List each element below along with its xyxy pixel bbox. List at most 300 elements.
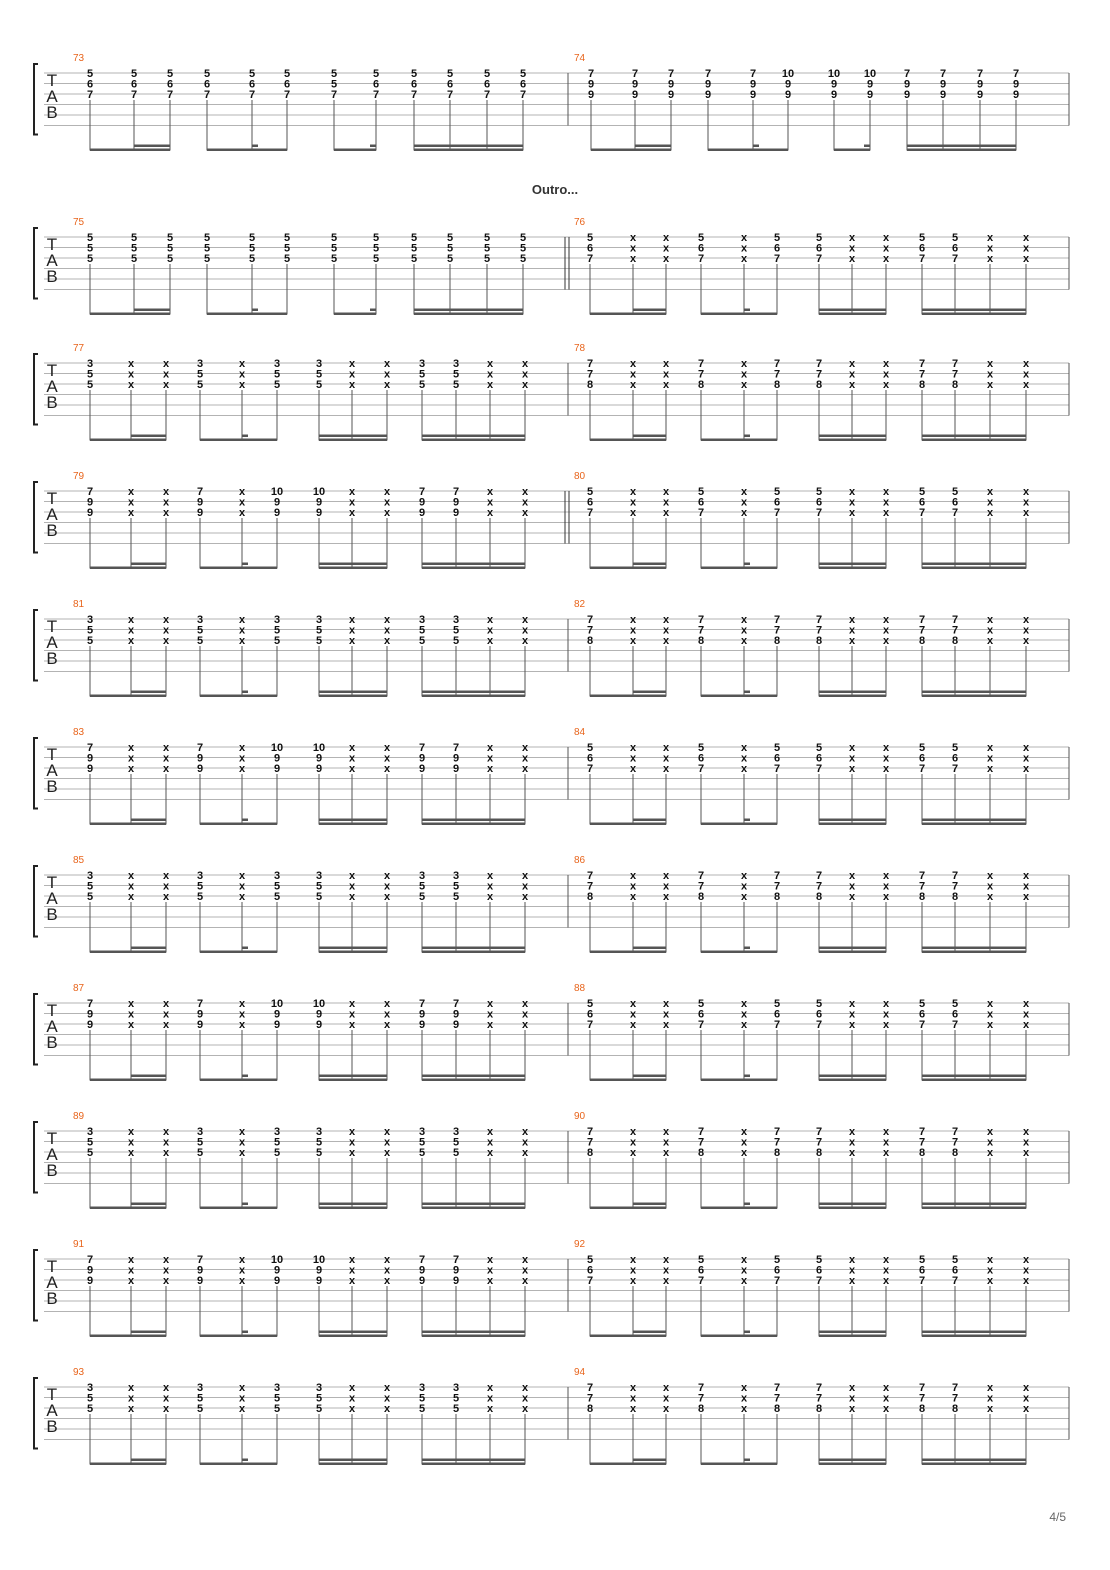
beam — [922, 563, 1026, 566]
fret-number: 10 — [312, 742, 326, 754]
fret-number: 7 — [773, 1275, 781, 1287]
fret-number: 5 — [452, 635, 460, 647]
beam — [319, 1463, 387, 1466]
fret-number: 7 — [697, 507, 705, 519]
fret-number: 5 — [410, 253, 418, 265]
fret-number: 7 — [697, 1126, 705, 1138]
dead-note: x — [238, 507, 246, 519]
dead-note: x — [127, 1126, 135, 1138]
beam — [590, 439, 666, 442]
beam — [90, 951, 166, 954]
measure-number: 93 — [73, 1367, 85, 1378]
fret-number: 5 — [130, 242, 138, 255]
beam — [819, 309, 886, 312]
fret-number: 6 — [918, 242, 926, 255]
dead-note: x — [740, 1403, 748, 1415]
dead-note: x — [238, 1147, 246, 1159]
beam — [922, 1331, 1026, 1334]
fret-number: 9 — [452, 752, 460, 765]
dead-note: x — [986, 1382, 994, 1394]
fret-number: 5 — [203, 242, 211, 255]
fret-number: 5 — [86, 379, 94, 391]
fret-number: 5 — [273, 880, 281, 893]
dead-note: x — [1022, 1019, 1030, 1031]
dead-note: x — [848, 891, 856, 903]
beam-stub — [252, 145, 258, 148]
fret-number: 7 — [773, 624, 781, 637]
fret-number: 5 — [273, 1136, 281, 1149]
beam-stub — [744, 435, 750, 438]
tab-clef-letter: T — [46, 617, 58, 636]
dead-note: x — [882, 1147, 890, 1159]
dead-note: x — [629, 998, 637, 1010]
fret-number: 9 — [587, 78, 595, 91]
dead-note: x — [662, 763, 670, 775]
fret-number: 8 — [697, 379, 705, 391]
beam — [319, 823, 387, 826]
fret-number: 9 — [749, 78, 757, 91]
dead-note: x — [521, 1264, 529, 1277]
fret-number: 5 — [283, 232, 291, 244]
dead-note: x — [848, 1254, 856, 1266]
fret-number: 7 — [815, 253, 823, 265]
dead-note: x — [348, 507, 356, 519]
dead-note: x — [848, 742, 856, 754]
dead-note: x — [740, 379, 748, 391]
dead-note: x — [486, 880, 494, 893]
fret-number: 7 — [815, 368, 823, 381]
dead-note: x — [986, 763, 994, 775]
dead-note: x — [127, 1392, 135, 1405]
dead-note: x — [127, 870, 135, 882]
beam — [590, 823, 666, 826]
fret-number: 3 — [418, 1126, 426, 1138]
fret-number: 7 — [773, 1382, 781, 1394]
dead-note: x — [127, 763, 135, 775]
dead-note: x — [348, 1008, 356, 1021]
beam — [422, 1203, 525, 1206]
fret-number: 7 — [918, 1392, 926, 1405]
beam — [819, 819, 886, 822]
fret-number: 5 — [951, 998, 959, 1010]
fret-number: 7 — [815, 880, 823, 893]
dead-note: x — [848, 1382, 856, 1394]
dead-note: x — [848, 1264, 856, 1277]
beam — [701, 439, 777, 442]
fret-number: 9 — [86, 752, 94, 765]
dead-note: x — [127, 891, 135, 903]
beam — [422, 1459, 525, 1462]
dead-note: x — [127, 1264, 135, 1277]
fret-number: 9 — [903, 78, 911, 91]
fret-number: 7 — [976, 68, 984, 80]
tab-clef-letter: T — [46, 1257, 58, 1276]
beam — [701, 1079, 777, 1082]
tab-clef-letter: B — [46, 777, 58, 796]
fret-number: 8 — [773, 635, 781, 647]
tab-clef-letter: B — [46, 1417, 58, 1436]
fret-number: 7 — [697, 1136, 705, 1149]
fret-number: 9 — [866, 89, 874, 101]
beam — [819, 951, 886, 954]
fret-number: 6 — [815, 752, 823, 765]
dead-note: x — [1022, 742, 1030, 754]
beam — [922, 951, 1026, 954]
fret-number: 5 — [315, 635, 323, 647]
dead-note: x — [848, 1008, 856, 1021]
dead-note: x — [162, 1275, 170, 1287]
dead-note: x — [629, 763, 637, 775]
fret-number: 9 — [315, 752, 323, 765]
dead-note: x — [848, 1403, 856, 1415]
fret-number: 7 — [773, 763, 781, 775]
dead-note: x — [383, 891, 391, 903]
dead-note: x — [162, 880, 170, 893]
fret-number: 9 — [196, 1275, 204, 1287]
measure-number: 79 — [73, 471, 85, 482]
beam — [90, 313, 170, 316]
dead-note: x — [986, 752, 994, 765]
fret-number: 8 — [586, 379, 594, 391]
beam — [422, 563, 525, 566]
dead-note: x — [238, 1019, 246, 1031]
fret-number: 7 — [773, 870, 781, 882]
beam — [200, 567, 277, 570]
dead-note: x — [521, 870, 529, 882]
fret-number: 8 — [951, 1147, 959, 1159]
beam — [90, 695, 166, 698]
fret-number: 5 — [586, 742, 594, 754]
fret-number: 5 — [330, 253, 338, 265]
fret-number: 3 — [315, 870, 323, 882]
dead-note: x — [629, 1136, 637, 1149]
beam — [922, 1463, 1026, 1466]
beam — [414, 313, 523, 316]
dead-note: x — [127, 752, 135, 765]
dead-note: x — [348, 635, 356, 647]
dead-note: x — [848, 624, 856, 637]
system-bracket — [34, 1122, 38, 1193]
tab-clef-letter: B — [46, 267, 58, 286]
fret-number: 6 — [815, 496, 823, 509]
fret-number: 5 — [418, 635, 426, 647]
fret-number: 6 — [248, 78, 256, 91]
fret-number: 9 — [418, 507, 426, 519]
dead-note: x — [986, 368, 994, 381]
beam — [200, 695, 277, 698]
dead-note: x — [238, 1403, 246, 1415]
dead-note: x — [162, 379, 170, 391]
fret-number: 8 — [918, 1403, 926, 1415]
dead-note: x — [348, 1254, 356, 1266]
dead-note: x — [848, 507, 856, 519]
fret-number: 7 — [918, 763, 926, 775]
dead-note: x — [662, 614, 670, 626]
fret-number: 5 — [586, 1254, 594, 1266]
dead-note: x — [127, 1019, 135, 1031]
beam — [207, 313, 287, 316]
dead-note: x — [662, 998, 670, 1010]
beam — [701, 313, 777, 316]
beam — [422, 1207, 525, 1210]
dead-note: x — [848, 870, 856, 882]
fret-number: 5 — [815, 486, 823, 498]
fret-number: 9 — [273, 752, 281, 765]
fret-number: 10 — [827, 68, 841, 80]
fret-number: 8 — [951, 379, 959, 391]
fret-number: 5 — [452, 1392, 460, 1405]
fret-number: 10 — [312, 998, 326, 1010]
beam-stub — [242, 1459, 248, 1462]
fret-number: 3 — [86, 870, 94, 882]
beam-stub — [370, 309, 376, 312]
fret-number: 9 — [315, 1264, 323, 1277]
beam — [131, 1075, 166, 1078]
dead-note: x — [882, 358, 890, 370]
dead-note: x — [1022, 232, 1030, 244]
dead-note: x — [740, 998, 748, 1010]
dead-note: x — [740, 763, 748, 775]
fret-number: 5 — [86, 635, 94, 647]
fret-number: 6 — [166, 78, 174, 91]
fret-number: 5 — [86, 232, 94, 244]
beam — [819, 1075, 886, 1078]
dead-note: x — [348, 1019, 356, 1031]
dead-note: x — [986, 496, 994, 509]
fret-number: 5 — [273, 891, 281, 903]
fret-number: 7 — [951, 507, 959, 519]
beam — [200, 1463, 277, 1466]
beam — [701, 695, 777, 698]
fret-number: 8 — [918, 891, 926, 903]
dead-note: x — [238, 358, 246, 370]
fret-number: 10 — [312, 486, 326, 498]
beam — [319, 567, 387, 570]
beam — [590, 1335, 666, 1338]
tab-clef-letter: A — [46, 761, 58, 780]
beam — [819, 1459, 886, 1462]
dead-note: x — [848, 752, 856, 765]
fret-number: 6 — [815, 242, 823, 255]
fret-number: 7 — [446, 89, 454, 101]
fret-number: 5 — [410, 68, 418, 80]
dead-note: x — [848, 1136, 856, 1149]
fret-number: 5 — [410, 232, 418, 244]
fret-number: 3 — [196, 614, 204, 626]
fret-number: 5 — [273, 368, 281, 381]
dead-note: x — [348, 880, 356, 893]
measure-number: 89 — [73, 1111, 85, 1122]
dead-note: x — [486, 1008, 494, 1021]
measure-number: 75 — [73, 217, 85, 228]
dead-note: x — [486, 1264, 494, 1277]
dead-note: x — [1022, 496, 1030, 509]
fret-number: 7 — [815, 358, 823, 370]
beam — [319, 695, 387, 698]
fret-number: 9 — [418, 763, 426, 775]
dead-note: x — [629, 1254, 637, 1266]
dead-note: x — [348, 1382, 356, 1394]
dead-note: x — [238, 891, 246, 903]
dead-note: x — [986, 1403, 994, 1415]
fret-number: 3 — [452, 614, 460, 626]
dead-note: x — [486, 1382, 494, 1394]
system-bracket — [34, 994, 38, 1065]
beam — [633, 819, 666, 822]
fret-number: 7 — [483, 89, 491, 101]
dead-note: x — [521, 763, 529, 775]
dead-note: x — [238, 870, 246, 882]
fret-number: 6 — [951, 1008, 959, 1021]
dead-note: x — [662, 496, 670, 509]
fret-number: 7 — [697, 358, 705, 370]
dead-note: x — [1022, 880, 1030, 893]
fret-number: 5 — [273, 1392, 281, 1405]
dead-note: x — [383, 1382, 391, 1394]
beam — [319, 1459, 387, 1462]
fret-number: 5 — [446, 242, 454, 255]
dead-note: x — [162, 1019, 170, 1031]
tab-clef-letter: A — [46, 1145, 58, 1164]
dead-note: x — [848, 232, 856, 244]
dead-note: x — [986, 891, 994, 903]
fret-number: 5 — [697, 742, 705, 754]
tab-clef-letter: T — [46, 71, 58, 90]
fret-number: 6 — [86, 78, 94, 91]
dead-note: x — [521, 379, 529, 391]
fret-number: 7 — [697, 763, 705, 775]
fret-number: 5 — [815, 742, 823, 754]
dead-note: x — [238, 368, 246, 381]
dead-note: x — [486, 1147, 494, 1159]
dead-note: x — [348, 624, 356, 637]
fret-number: 7 — [418, 1254, 426, 1266]
dead-note: x — [740, 1382, 748, 1394]
fret-number: 7 — [372, 89, 380, 101]
dead-note: x — [740, 486, 748, 498]
dead-note: x — [848, 1147, 856, 1159]
beam-stub — [242, 819, 248, 822]
fret-number: 7 — [815, 1382, 823, 1394]
beam — [633, 1075, 666, 1078]
fret-number: 7 — [918, 624, 926, 637]
fret-number: 7 — [452, 1254, 460, 1266]
dead-note: x — [882, 368, 890, 381]
fret-number: 9 — [315, 1275, 323, 1287]
beam — [90, 1207, 166, 1210]
dead-note: x — [162, 635, 170, 647]
fret-number: 7 — [196, 742, 204, 754]
fret-number: 9 — [196, 1264, 204, 1277]
fret-number: 3 — [196, 870, 204, 882]
dead-note: x — [383, 614, 391, 626]
beam — [701, 1463, 777, 1466]
dead-note: x — [486, 998, 494, 1010]
fret-number: 8 — [951, 1403, 959, 1415]
dead-note: x — [1022, 1147, 1030, 1159]
beam — [422, 1335, 525, 1338]
fret-number: 5 — [203, 253, 211, 265]
beam — [200, 823, 277, 826]
tab-clef-letter: A — [46, 377, 58, 396]
dead-note: x — [127, 1403, 135, 1415]
fret-number: 7 — [773, 1019, 781, 1031]
dead-note: x — [1022, 1254, 1030, 1266]
dead-note: x — [986, 379, 994, 391]
fret-number: 9 — [86, 1019, 94, 1031]
dead-note: x — [740, 1008, 748, 1021]
dead-note: x — [629, 486, 637, 498]
fret-number: 5 — [918, 1254, 926, 1266]
fret-number: 7 — [452, 998, 460, 1010]
dead-note: x — [383, 358, 391, 370]
fret-number: 9 — [196, 507, 204, 519]
dead-note: x — [162, 486, 170, 498]
dead-note: x — [882, 253, 890, 265]
beam-stub — [242, 1075, 248, 1078]
dead-note: x — [162, 368, 170, 381]
fret-number: 5 — [483, 68, 491, 80]
fret-number: 5 — [951, 486, 959, 498]
fret-number: 5 — [86, 1136, 94, 1149]
fret-number: 7 — [951, 1126, 959, 1138]
dead-note: x — [986, 1136, 994, 1149]
fret-number: 7 — [586, 880, 594, 893]
dead-note: x — [1022, 507, 1030, 519]
fret-number: 6 — [918, 1008, 926, 1021]
fret-number: 7 — [951, 1392, 959, 1405]
dead-note: x — [486, 1126, 494, 1138]
tab-clef-letter: A — [46, 505, 58, 524]
beam — [90, 1335, 166, 1338]
dead-note: x — [238, 624, 246, 637]
fret-number: 6 — [773, 1264, 781, 1277]
dead-note: x — [348, 752, 356, 765]
dead-note: x — [486, 1275, 494, 1287]
beam — [633, 563, 666, 566]
dead-note: x — [882, 1136, 890, 1149]
fret-number: 6 — [446, 78, 454, 91]
dead-note: x — [848, 880, 856, 893]
dead-note: x — [662, 232, 670, 244]
beam — [922, 1207, 1026, 1210]
dead-note: x — [629, 752, 637, 765]
beam — [922, 313, 1026, 316]
dead-note: x — [629, 242, 637, 255]
beam — [90, 1079, 166, 1082]
beam-stub — [744, 691, 750, 694]
fret-number: 5 — [918, 486, 926, 498]
beam — [422, 823, 525, 826]
fret-number: 7 — [903, 68, 911, 80]
dead-note: x — [162, 1392, 170, 1405]
dead-note: x — [521, 1382, 529, 1394]
beam — [701, 1335, 777, 1338]
dead-note: x — [238, 880, 246, 893]
dead-note: x — [162, 1382, 170, 1394]
fret-number: 5 — [815, 998, 823, 1010]
fret-number: 5 — [483, 242, 491, 255]
beam — [590, 695, 666, 698]
beam — [200, 951, 277, 954]
dead-note: x — [486, 870, 494, 882]
dead-note: x — [1022, 1136, 1030, 1149]
fret-number: 7 — [248, 89, 256, 101]
fret-number: 7 — [410, 89, 418, 101]
dead-note: x — [882, 1264, 890, 1277]
beam — [922, 1075, 1026, 1078]
beam-stub — [242, 1331, 248, 1334]
